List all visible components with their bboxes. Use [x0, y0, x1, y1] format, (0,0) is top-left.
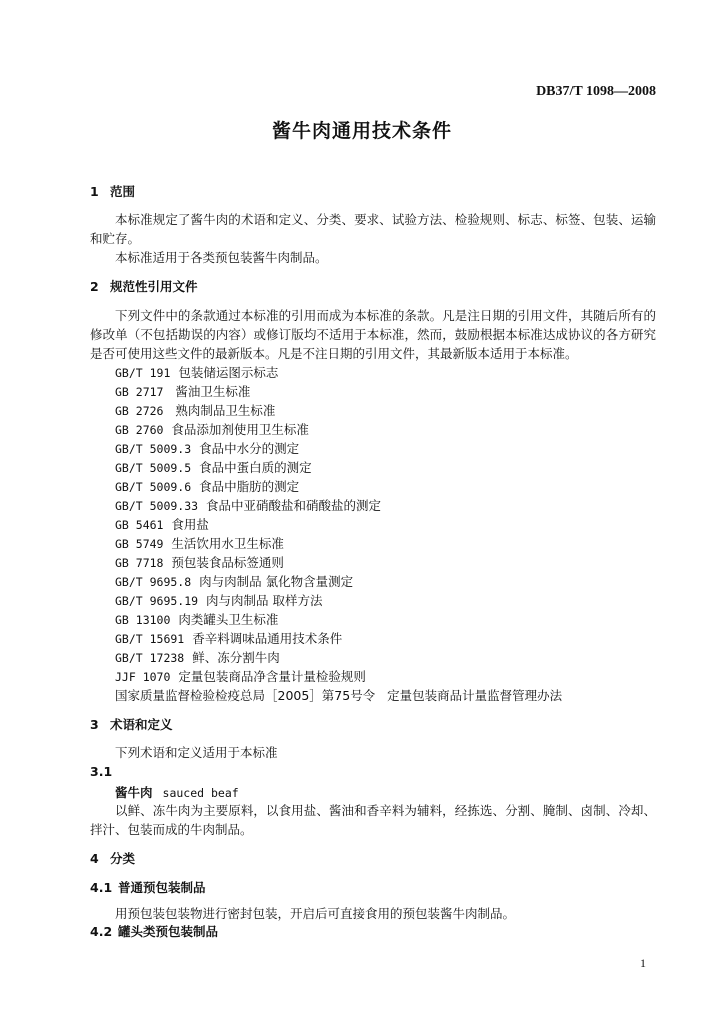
subsection-number: 4.2	[90, 924, 113, 939]
section-1-paragraph-1: 本标准规定了酱牛肉的术语和定义、分类、要求、试验方法、检验规则、标志、标签、包装、运输和贮存。	[90, 212, 656, 246]
term-english: sauced beaf	[162, 786, 239, 800]
reference-code: GB/T 9695.19	[115, 594, 199, 608]
reference-item	[115, 534, 284, 552]
term-definition: 以鲜、冻牛肉为主要原料，以食用盐、酱油和香辛料为辅料，经拣选、分割、腌制、卤制、冷却、拌汁、包装而成的牛肉制品。	[90, 803, 656, 837]
reference-code: GB/T 191	[115, 366, 171, 380]
reference-code: GB 2717	[115, 385, 164, 399]
standard-number: DB37/T 1098—2008	[536, 84, 656, 99]
reference-title: 定量包装商品净含量计量检验规则	[178, 669, 366, 684]
reference-item	[115, 496, 381, 514]
section-3-intro: 下列术语和定义适用于本标准	[115, 745, 278, 760]
reference-title: 食用盐	[171, 517, 209, 532]
reference-item	[115, 648, 280, 666]
reference-code: GB/T 5009.6	[115, 480, 192, 494]
reference-title: 食品中蛋白质的测定	[199, 460, 312, 475]
section-1-heading	[90, 182, 135, 200]
subsection-4-1-heading	[90, 878, 206, 896]
reference-title: 鲜、冻分割牛肉	[192, 650, 280, 665]
reference-code: GB 5461	[115, 518, 164, 532]
reference-title: 食品中水分的测定	[199, 441, 300, 456]
reference-item	[115, 572, 353, 590]
reference-item	[115, 667, 366, 685]
reference-title: 熟肉制品卫生标准	[175, 403, 276, 418]
reference-title: 食品中亚硝酸盐和硝酸盐的测定	[206, 498, 382, 513]
reference-title: 肉与肉制品 氯化物含量测定	[199, 574, 354, 589]
section-number: 1	[90, 184, 99, 199]
section-number: 2	[90, 279, 99, 294]
reference-item	[115, 439, 299, 457]
reference-title: 酱油卫生标准	[175, 384, 251, 399]
reference-code: GB/T 5009.5	[115, 461, 192, 475]
reference-item	[115, 458, 312, 476]
section-2-intro: 下列文件中的条款通过本标准的引用而成为本标准的条款。凡是注日期的引用文件，其随后所有的修改单（不包括勘误的内容）或修订版均不适用于本标准，然而，鼓励根据本标准达成协议的各方研究是否可使用这些文件的最新版本。凡是不注日期的引用文件，其最新版本适用于本标准。	[90, 308, 656, 361]
reference-code: GB 2726	[115, 404, 164, 418]
reference-code: GB 13100	[115, 613, 171, 627]
subsection-title: 普通预包装制品	[118, 880, 206, 895]
section-title: 范围	[110, 184, 136, 199]
reference-code: GB/T 5009.33	[115, 499, 199, 513]
reference-item	[115, 610, 278, 628]
reference-title: 食品中脂肪的测定	[199, 479, 300, 494]
section-1-paragraph-2: 本标准适用于各类预包装酱牛肉制品。	[115, 250, 328, 265]
reference-item	[115, 515, 209, 533]
reference-code: GB/T 15691	[115, 632, 185, 646]
reference-item	[115, 591, 323, 609]
subsection-4-1-text: 用预包装包装物进行密封包装，开启后可直接食用的预包装酱牛肉制品。	[115, 906, 516, 921]
reference-code: GB/T 9695.8	[115, 575, 192, 589]
section-title: 术语和定义	[110, 717, 173, 732]
term-chinese: 酱牛肉	[115, 785, 153, 800]
reference-code: 国家质量监督检验检疫总局［2005］第75号令	[115, 688, 376, 703]
reference-title: 香辛料调味品通用技术条件	[192, 631, 343, 646]
term-heading	[115, 783, 239, 801]
reference-title: 肉与肉制品 取样方法	[206, 593, 323, 608]
page-number: 1	[640, 956, 646, 970]
reference-code: GB/T 5009.3	[115, 442, 192, 456]
section-2-heading	[90, 277, 198, 295]
reference-title: 食品添加剂使用卫生标准	[171, 422, 309, 437]
reference-item	[115, 382, 250, 400]
section-title: 分类	[110, 851, 136, 866]
term-number: 3.1	[90, 764, 113, 779]
reference-item	[115, 553, 284, 571]
document-title: 酱牛肉通用技术条件	[271, 120, 452, 142]
reference-item	[115, 401, 275, 419]
subsection-4-2-heading	[90, 922, 218, 940]
section-4-heading	[90, 849, 135, 867]
reference-code: GB 5749	[115, 537, 164, 551]
reference-item	[115, 477, 299, 495]
section-title: 规范性引用文件	[110, 279, 198, 294]
reference-title: 预包装食品标签通则	[171, 555, 284, 570]
reference-item	[115, 420, 309, 438]
reference-item	[115, 629, 342, 647]
reference-code: GB/T 17238	[115, 651, 185, 665]
reference-code: GB 2760	[115, 423, 164, 437]
section-number: 3	[90, 717, 99, 732]
reference-title: 肉类罐头卫生标准	[178, 612, 279, 627]
section-3-heading	[90, 715, 173, 733]
reference-code: GB 7718	[115, 556, 164, 570]
subsection-title: 罐头类预包装制品	[118, 924, 219, 939]
reference-title: 定量包装商品计量监督管理办法	[387, 688, 563, 703]
section-number: 4	[90, 851, 99, 866]
reference-item	[115, 686, 562, 704]
reference-title: 包装储运图示标志	[178, 365, 279, 380]
reference-title: 生活饮用水卫生标准	[171, 536, 284, 551]
reference-item	[115, 363, 278, 381]
reference-code: JJF 1070	[115, 670, 171, 684]
subsection-number: 4.1	[90, 880, 113, 895]
